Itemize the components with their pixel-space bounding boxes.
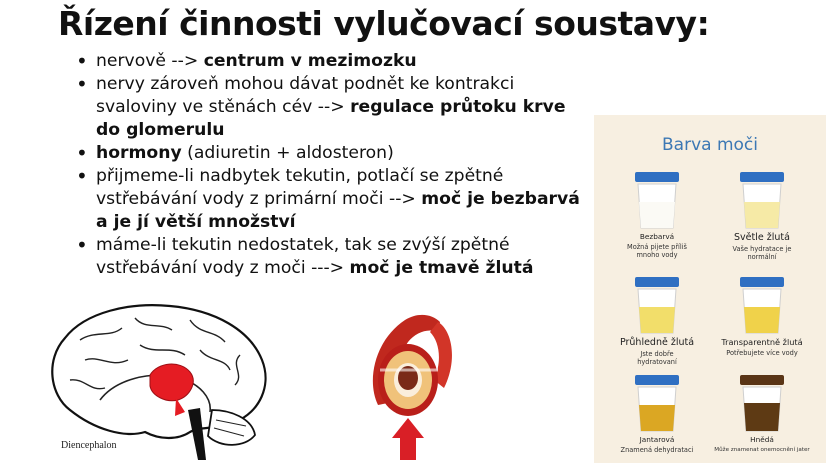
bullet-bold-text: hormony	[96, 143, 182, 163]
bullet-item	[74, 142, 594, 165]
cup-description: Vaše hydratace je normální	[732, 245, 792, 261]
bullet-item	[74, 165, 594, 234]
bullet-bold-text: centrum v mezimozku	[203, 51, 417, 71]
blood-vessel-diagram	[360, 300, 460, 460]
cup-icon	[737, 373, 787, 433]
urine-cup-transparent-yellow	[707, 275, 817, 357]
urine-cup-brown	[707, 373, 817, 454]
urine-cup-colorless	[602, 170, 712, 259]
urine-chart-title: Barva moči	[662, 135, 758, 155]
bullet-item	[74, 73, 594, 142]
bullet-bold-text: regulace průtoku krve do glomerulu	[96, 97, 566, 140]
bullet-text: nervově -->	[96, 51, 204, 71]
urine-cup-clear-yellow	[602, 275, 712, 366]
cup-icon	[632, 275, 682, 335]
cup-description: Znamená dehydrataci	[620, 446, 694, 454]
cup-label: Transparentně žlutá	[721, 337, 803, 347]
bullet-bold-text: moč je bezbarvá a je jí větší množství	[96, 189, 580, 232]
cup-label: Hnědá	[750, 435, 774, 444]
bullet-list	[74, 50, 594, 280]
brain-diagram	[40, 300, 275, 460]
urine-color-chart	[594, 115, 826, 463]
bullet-text: přijmeme-li nadbytek tekutin, potlačí se zpětné vstřebávání vody z primární moči -->	[96, 166, 504, 209]
urine-cup-light-yellow	[707, 170, 817, 261]
cup-icon	[632, 373, 682, 433]
cup-icon	[632, 170, 682, 230]
cup-description: Potřebujete více vody	[726, 349, 798, 357]
cup-label: Světle žlutá	[734, 232, 790, 243]
cup-description: Jste dobře hydratovaní	[637, 350, 677, 366]
cup-label: Průhledně žlutá	[619, 337, 695, 348]
cup-label: Jantarová	[639, 435, 675, 444]
brain-caption: Diencephalon	[61, 440, 117, 451]
cup-description: Může znamenat onemocnění jater	[714, 447, 810, 453]
bullet-text: (adiuretin + aldosteron)	[181, 143, 394, 163]
bullet-text: nervy zároveň mohou dávat podnět ke kontrakci svaloviny ve stěnách cév -->	[96, 74, 515, 117]
bullet-text: máme-li tekutin nedostatek, tak se zvýší zpětné vstřebávání vody z moči --->	[96, 235, 510, 278]
cup-icon	[737, 275, 787, 335]
cup-label: Bezbarvá	[639, 232, 675, 241]
urine-cup-amber	[602, 373, 712, 454]
cup-description: Možná pijete příliš mnoho vody	[627, 243, 687, 259]
bullet-item	[74, 234, 594, 280]
cup-icon	[737, 170, 787, 230]
bullet-bold-text: moč je tmavě žlutá	[349, 258, 534, 278]
bullet-item	[74, 50, 594, 73]
slide-title: Řízení činnosti vylučovací soustavy:	[58, 4, 710, 43]
